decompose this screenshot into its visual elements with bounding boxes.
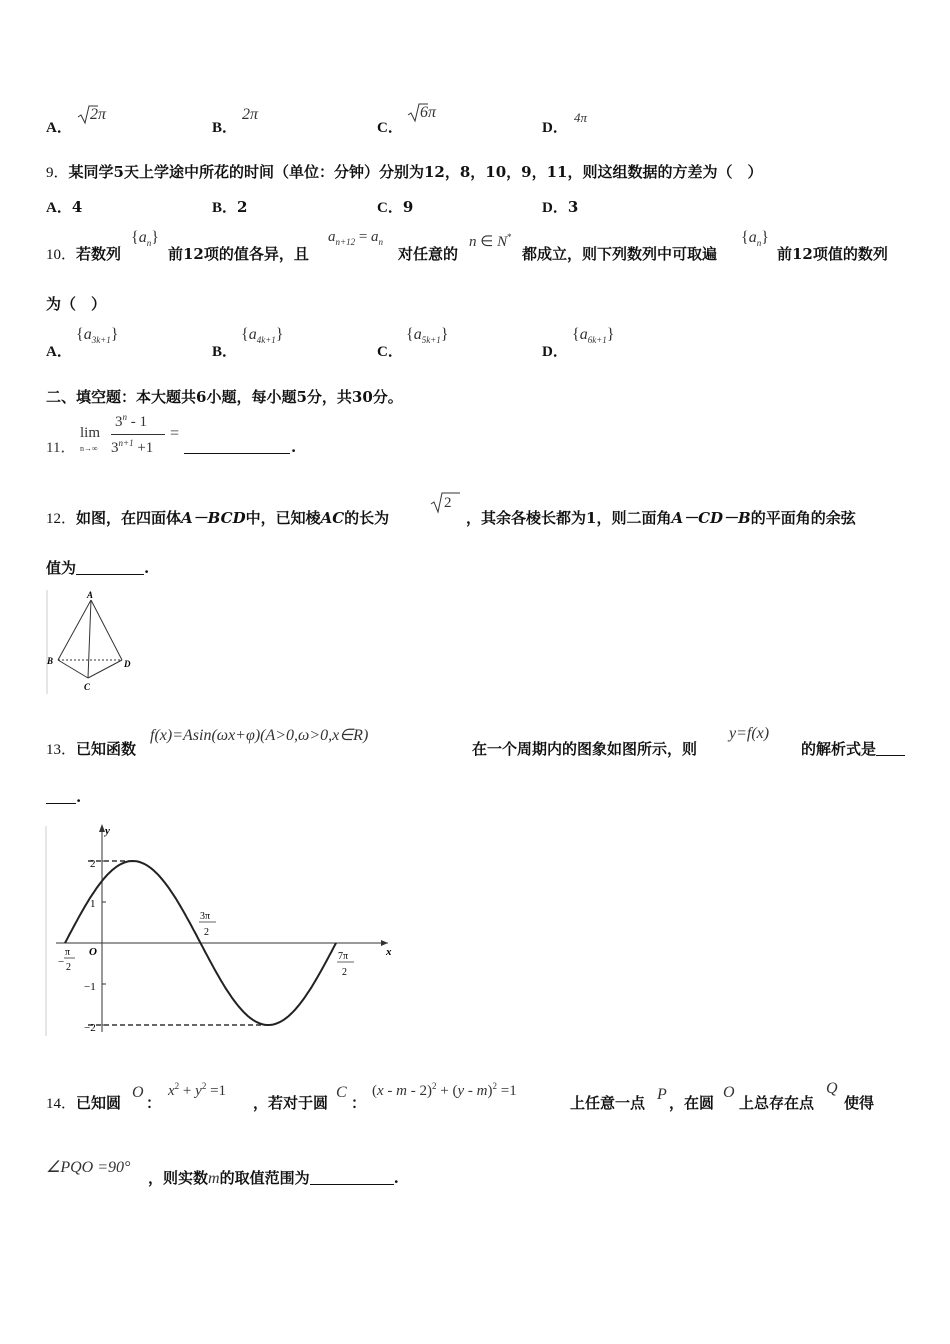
edge-name: AC bbox=[320, 509, 345, 527]
q12-stem bbox=[46, 507, 389, 528]
vertex-a-label: A bbox=[87, 590, 94, 600]
question-text: 若数列 bbox=[76, 245, 122, 263]
y-tick-label-1: 1 bbox=[90, 898, 96, 910]
q13-sine-graph bbox=[44, 818, 400, 1040]
question-text: 的解析式是 bbox=[801, 740, 877, 758]
option-label: D． bbox=[542, 200, 568, 216]
q14-point-p: P bbox=[657, 1086, 667, 1103]
q13-function: f(x)=Asin(ωx+φ)(A>0,ω>0,x∈R) bbox=[150, 727, 369, 744]
y-tick-label-2: 2 bbox=[90, 858, 96, 870]
q14-colon-1: ： bbox=[146, 1094, 162, 1112]
question-text: 中，已知棱 bbox=[245, 509, 321, 527]
dihedral-name: A－CD－B bbox=[671, 509, 751, 527]
den-rest: +1 bbox=[133, 440, 154, 456]
domain-sup: * bbox=[507, 232, 512, 242]
q9-option-d bbox=[542, 196, 578, 217]
q14-circle-o-2: O bbox=[723, 1084, 735, 1101]
x-tick-right-num: 7π bbox=[338, 951, 349, 962]
q11-number: 11． bbox=[46, 440, 76, 456]
end-period: . bbox=[393, 1169, 399, 1187]
q14-text-8: 使得 bbox=[844, 1094, 875, 1112]
q8-option-a-expr: 2π bbox=[90, 106, 107, 123]
q14-text-7: 上总存在点 bbox=[739, 1094, 815, 1112]
x-axis-label: x bbox=[386, 946, 392, 958]
q14-circle2-eq: (x - m - 2)$^2$ + (y - m)$^2$ =1 bbox=[372, 1081, 517, 1099]
x-tick-mid-den: 2 bbox=[204, 927, 209, 938]
option-label: D． bbox=[542, 344, 568, 360]
num-exp: n bbox=[122, 412, 127, 422]
vertex-d-label: D bbox=[124, 659, 131, 669]
option-label: D． bbox=[542, 120, 568, 136]
q11-answer-blank[interactable] bbox=[184, 439, 290, 454]
edge-ab bbox=[58, 600, 91, 660]
q14-colon-2: ： bbox=[351, 1094, 367, 1112]
q10-relation: $a_{n+12} = a_n$ bbox=[328, 229, 384, 247]
q9-stem bbox=[46, 161, 762, 182]
seq-symbol: a bbox=[83, 326, 92, 343]
option-label: A． bbox=[46, 200, 72, 216]
param-m: m bbox=[208, 1170, 220, 1187]
seq-sub: 6k+1 bbox=[587, 335, 607, 346]
q9-option-a bbox=[46, 196, 82, 217]
y-tick-label-neg1: −1 bbox=[84, 981, 96, 993]
q12-line2 bbox=[46, 557, 149, 578]
option-label: B． bbox=[212, 344, 238, 360]
question-text: 某同学5天上学途中所花的时间（单位：分钟）分别为12，8，10，9，11，则这组数据的方差为（ ） bbox=[68, 163, 763, 181]
q12-tetrahedron-figure bbox=[44, 586, 136, 698]
seq-sub: n bbox=[756, 238, 762, 249]
x-tick-left-sign: − bbox=[58, 956, 65, 968]
q10-option-a-expr: $\{a_{3k+1}\}$ bbox=[76, 326, 119, 346]
rel-lhs-sub: n+12 bbox=[335, 237, 356, 247]
q13-answer-blank-2[interactable] bbox=[46, 789, 76, 804]
rel-lhs: a bbox=[328, 229, 336, 245]
q12-length: 2 bbox=[444, 495, 452, 511]
q10-text-5: 前12项值的数列 bbox=[777, 245, 888, 263]
question-text: 如图，在四面体 bbox=[76, 509, 182, 527]
num-base: 3 bbox=[115, 414, 123, 430]
q10-number bbox=[46, 243, 121, 264]
q14-circle1-eq: $x^2 + y^2 =1$ bbox=[168, 1081, 227, 1099]
option-label: C． bbox=[377, 344, 403, 360]
question-text: ，则实数 bbox=[148, 1169, 209, 1187]
question-text: 的平面角的余弦 bbox=[750, 509, 856, 527]
seq-sub: 5k+1 bbox=[421, 335, 441, 346]
num-rest: - 1 bbox=[127, 414, 147, 430]
x-tick-mid-num: 3π bbox=[200, 911, 211, 922]
option-label: A． bbox=[46, 120, 72, 136]
x-tick-left-den: 2 bbox=[66, 962, 71, 973]
q13-answer-blank-1[interactable] bbox=[876, 741, 905, 756]
q11-fraction-bar bbox=[111, 434, 165, 435]
edge-bc bbox=[58, 660, 88, 678]
q14-angle: ∠PQO =90° bbox=[46, 1159, 131, 1176]
option-label: C． bbox=[377, 120, 403, 136]
q10-text-4: 都成立，则下列数列中可取遍 bbox=[522, 245, 718, 263]
x-tick-right-den: 2 bbox=[342, 967, 347, 978]
option-label: B． bbox=[212, 200, 238, 216]
domain-set: N bbox=[497, 234, 508, 250]
option-value: 3 bbox=[567, 198, 579, 216]
end-period: . bbox=[76, 788, 82, 806]
edge-cd bbox=[88, 660, 122, 678]
q14-point-q: Q bbox=[826, 1080, 838, 1097]
q13-function-2: y=f(x) bbox=[729, 725, 770, 742]
q11-numerator bbox=[115, 412, 147, 431]
q11-lim: lim bbox=[80, 425, 101, 441]
q8-option-a bbox=[46, 116, 72, 137]
q10-seq-an: $\{a_n\}$ bbox=[131, 229, 159, 249]
q10-seq-an-2: $\{a_n\}$ bbox=[741, 229, 769, 249]
vertex-c-label: C bbox=[84, 682, 91, 692]
question-text: 的取值范围为 bbox=[219, 1169, 310, 1187]
den-exp: n+1 bbox=[118, 438, 134, 448]
question-number: 9． bbox=[46, 165, 69, 181]
q10-option-a bbox=[46, 340, 72, 361]
q10-option-b bbox=[212, 340, 237, 361]
y-tick-label-neg2: −2 bbox=[84, 1022, 96, 1034]
q10-domain: n ∈ N* bbox=[469, 232, 512, 250]
seq-symbol: a bbox=[748, 229, 757, 246]
q11-denominator bbox=[111, 438, 153, 457]
q8-option-c-expr: 6π bbox=[420, 104, 437, 121]
option-label: A． bbox=[46, 344, 72, 360]
q13-text-3 bbox=[801, 738, 905, 759]
seq-sub: 3k+1 bbox=[91, 335, 111, 346]
q14-text-6: ，在圆 bbox=[669, 1094, 715, 1112]
q9-option-b bbox=[212, 196, 247, 217]
origin-label: O bbox=[89, 946, 97, 958]
q8-option-d bbox=[542, 116, 568, 137]
y-axis-label: y bbox=[105, 825, 110, 837]
option-label: B． bbox=[212, 120, 238, 136]
q14-stem bbox=[46, 1092, 121, 1113]
question-text: 已知函数 bbox=[76, 740, 137, 758]
option-value: 9 bbox=[402, 198, 414, 216]
q10-text-2: 前12项的值各异，且 bbox=[168, 245, 309, 263]
edge-ac bbox=[88, 600, 91, 678]
question-number: 14． bbox=[46, 1096, 77, 1112]
question-number: 10． bbox=[46, 247, 77, 263]
q9-option-c bbox=[377, 196, 413, 217]
seq-symbol: a bbox=[413, 326, 422, 343]
question-number: 12． bbox=[46, 511, 77, 527]
seq-symbol: a bbox=[579, 326, 588, 343]
question-number: 13． bbox=[46, 742, 77, 758]
q12-stem-2 bbox=[466, 507, 856, 528]
seq-symbol: a bbox=[248, 326, 257, 343]
q14-line2 bbox=[148, 1167, 399, 1188]
q14-text-5: 上任意一点 bbox=[570, 1094, 646, 1112]
q8-option-d-expr: 4π bbox=[574, 110, 588, 125]
q8-option-b bbox=[212, 116, 237, 137]
q13-text-2: 在一个周期内的图象如图所示，则 bbox=[472, 740, 698, 758]
q11-equals: = bbox=[170, 425, 180, 442]
option-label: C． bbox=[377, 200, 403, 216]
q10-option-b-expr: $\{a_{4k+1}\}$ bbox=[241, 326, 284, 346]
question-text: ，其余各棱长都为1，则二面角 bbox=[466, 509, 672, 527]
seq-sub: n bbox=[146, 238, 152, 249]
q12-answer-blank[interactable] bbox=[76, 560, 144, 575]
q11-lim-sub: n→∞ bbox=[80, 444, 98, 453]
question-text: 已知圆 bbox=[76, 1094, 122, 1112]
seq-sub: 4k+1 bbox=[256, 335, 276, 346]
q10-option-c bbox=[377, 340, 403, 361]
q8-option-c bbox=[377, 116, 403, 137]
den-base: 3 bbox=[111, 440, 119, 456]
option-value: 2 bbox=[237, 198, 248, 216]
seq-symbol: a bbox=[138, 229, 147, 246]
question-text: 的长为 bbox=[344, 509, 390, 527]
option-value: 4 bbox=[71, 198, 83, 216]
q10-option-d bbox=[542, 340, 568, 361]
q10-line2: 为（ ） bbox=[46, 295, 107, 313]
q10-option-d-expr: $\{a_{6k+1}\}$ bbox=[572, 326, 615, 346]
domain-n: n bbox=[469, 234, 477, 250]
q10-text-3: 对任意的 bbox=[398, 245, 459, 263]
q14-circle-o: O bbox=[132, 1084, 144, 1101]
q10-option-c-expr: $\{a_{5k+1}\}$ bbox=[406, 326, 449, 346]
q8-option-b-expr: 2π bbox=[242, 106, 259, 123]
q14-answer-blank[interactable] bbox=[310, 1170, 394, 1185]
q14-circle-c: C bbox=[336, 1084, 347, 1101]
q13-stem bbox=[46, 738, 136, 759]
tetrahedron-name: A－BCD bbox=[181, 509, 246, 527]
question-text: 值为 bbox=[46, 559, 77, 577]
vertex-b-label: B bbox=[47, 656, 54, 666]
x-tick-left-num: π bbox=[65, 947, 71, 958]
rel-rhs: a bbox=[371, 229, 379, 245]
end-period: . bbox=[144, 559, 150, 577]
q13-line2 bbox=[46, 788, 81, 806]
edge-ad bbox=[91, 600, 122, 660]
q14-text-3: ，若对于圆 bbox=[253, 1094, 329, 1112]
section-title: 二、填空题：本大题共6小题，每小题5分，共30分。 bbox=[46, 388, 403, 406]
q11-end: . bbox=[291, 438, 297, 456]
rel-rhs-sub: n bbox=[378, 237, 384, 247]
